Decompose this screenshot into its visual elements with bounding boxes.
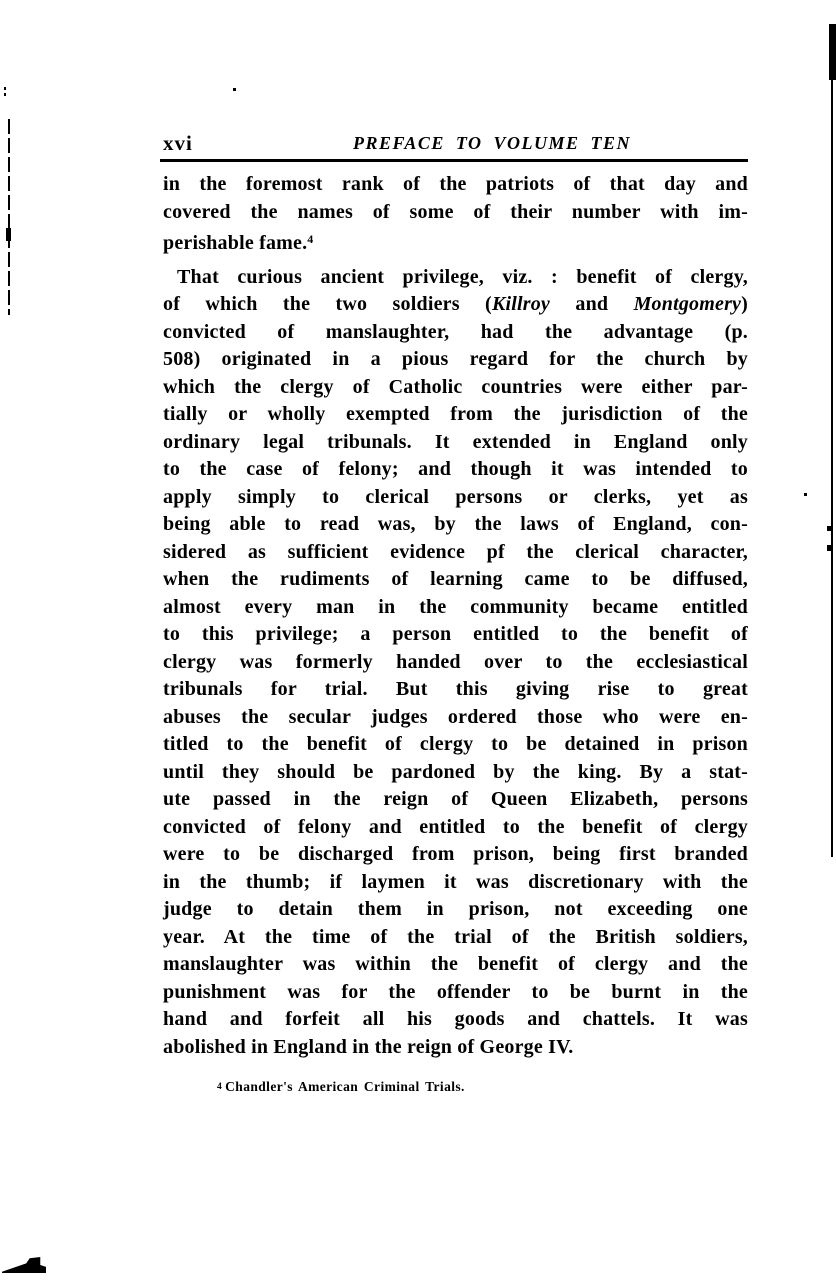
footnote bbox=[217, 1079, 802, 1095]
text-line: perishable fame.$^4$ bbox=[163, 232, 314, 254]
scan-artifact-corner-wedge bbox=[2, 1257, 46, 1273]
text-line: tially or wholly exempted from the jurisdiction of the bbox=[163, 403, 748, 425]
text-line: ordinary legal tribunals. It extended in England only bbox=[163, 430, 748, 453]
text-line: in the thumb; if laymen it was discretionary with the bbox=[163, 870, 748, 893]
text-line: tribunals for trial. But this giving rise to great bbox=[163, 678, 748, 700]
text-line: punishment was for the offender to be burnt in the bbox=[163, 980, 748, 1003]
text-line: abolished in England in the reign of George IV. bbox=[163, 1035, 574, 1058]
text-line: clergy was formerly handed over to the ecclesiastical bbox=[163, 650, 748, 673]
text-line: convicted of felony and entitled to the benefit of clergy bbox=[163, 815, 748, 838]
scan-artifact-dot bbox=[4, 93, 6, 96]
text-line: covered the names of some of their number with im- bbox=[163, 200, 748, 223]
scan-artifact-tick bbox=[827, 526, 832, 531]
text-line: of which the two soldiers (Killroy and Montgomery) bbox=[163, 293, 749, 315]
scan-artifact-right-line bbox=[831, 27, 833, 857]
footnote-text: Chandler's American Criminal Trials. bbox=[225, 1079, 465, 1094]
scan-artifact-left-line bbox=[8, 119, 10, 315]
text-line: to this privilege; a person entitled to the benefit of bbox=[163, 623, 748, 645]
text-line: almost every man in the community became entitled bbox=[163, 595, 748, 618]
footnote-marker: 4 bbox=[217, 1082, 223, 1092]
text-block bbox=[163, 131, 749, 1058]
paragraph bbox=[163, 171, 748, 254]
text-line: which the clergy of Catholic countries were either par- bbox=[163, 375, 748, 398]
running-title: PREFACE TO VOLUME TEN bbox=[352, 133, 632, 153]
text-line: sidered as sufficient evidence pf the clerical character, bbox=[163, 540, 748, 563]
text-line: year. At the time of the trial of the British soldiers, bbox=[163, 925, 748, 948]
text-line: ute passed in the reign of Queen Elizabeth, persons bbox=[163, 788, 748, 810]
paragraph bbox=[163, 264, 748, 1062]
text-line: being able to read was, by the laws of England, con- bbox=[163, 513, 748, 535]
page-number: xvi bbox=[163, 131, 193, 155]
scan-artifact-dot bbox=[233, 88, 236, 91]
text-line: hand and forfeit all his goods and chattels. It was bbox=[163, 1008, 748, 1030]
text-line: 508) originated in a pious regard for the church by bbox=[163, 348, 748, 370]
scan-artifact-dot bbox=[804, 493, 807, 496]
text-line: until they should be pardoned by the king. By a stat- bbox=[163, 760, 748, 783]
body-text bbox=[163, 171, 748, 1061]
text-line: were to be discharged from prison, being first branded bbox=[163, 843, 748, 865]
head-rule-divider bbox=[160, 159, 748, 162]
text-line: when the rudiments of learning came to be diffused, bbox=[163, 568, 748, 590]
running-head bbox=[163, 131, 748, 157]
text-line: apply simply to clerical persons or clerks, yet as bbox=[163, 485, 748, 508]
scan-artifact-tick bbox=[827, 545, 832, 551]
text-line: titled to the benefit of clergy to be detained in prison bbox=[163, 733, 748, 755]
text-line: abuses the secular judges ordered those who were en- bbox=[163, 705, 748, 728]
text-line: judge to detain them in prison, not exceeding one bbox=[163, 898, 748, 920]
text-line: in the foremost rank of the patriots of that day and bbox=[163, 173, 748, 195]
text-line: to the case of felony; and though it was intended to bbox=[163, 458, 748, 480]
text-line: manslaughter was within the benefit of clergy and the bbox=[163, 953, 748, 975]
scan-artifact-left-knot bbox=[6, 228, 11, 241]
text-line: convicted of manslaughter, had the advantage (p. bbox=[163, 320, 748, 343]
text-line: That curious ancient privilege, viz. : benefit of clergy, bbox=[177, 265, 748, 288]
scan-artifact-dot bbox=[4, 87, 6, 90]
